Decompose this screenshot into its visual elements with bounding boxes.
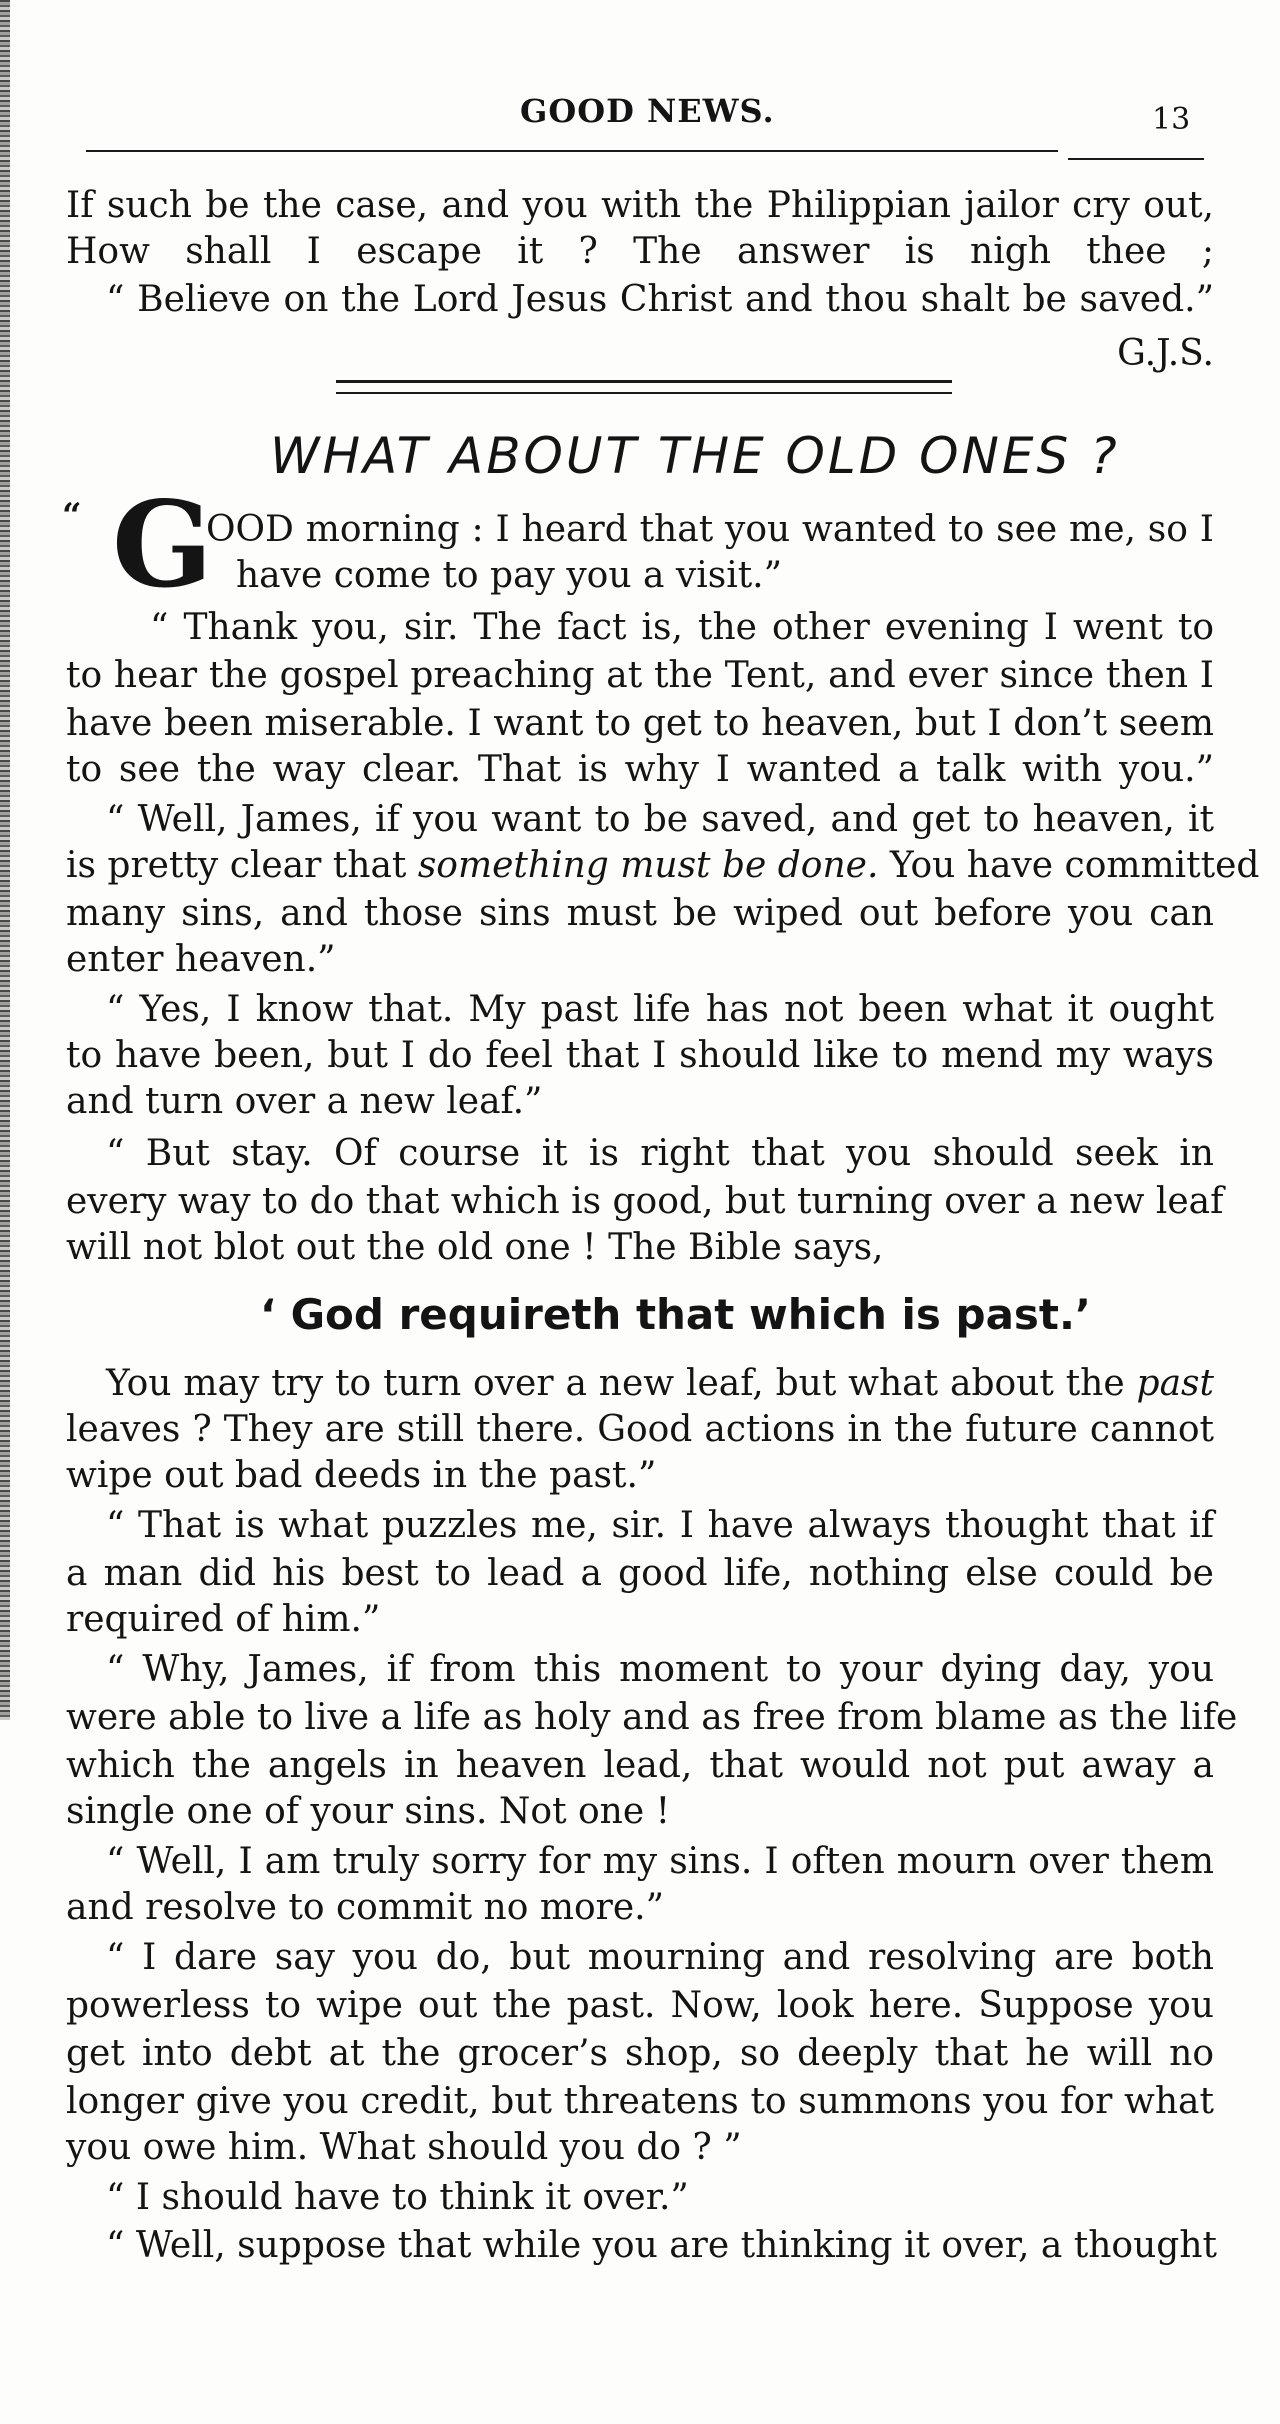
text-line: “ Well, suppose that while you are thinking it over, a thought	[106, 2225, 1217, 2266]
running-head	[0, 92, 1280, 137]
text-line: wipe out bad deeds in the past.”	[66, 1455, 657, 1496]
text-line: “ Well, I am truly sorry for my sins. I often mourn over them	[106, 1841, 1214, 1882]
text-line: “ Yes, I know that. My past life has not been what it ought	[106, 989, 1214, 1030]
text-line: OOD morning : I heard that you wanted to see me, so I	[206, 509, 1214, 550]
text-line: enter heaven.”	[66, 939, 336, 980]
text-line: have come to pay you a visit.”	[236, 555, 783, 596]
text-line: How shall I escape it ? The answer is nigh thee ;	[66, 231, 1214, 272]
page-number-rule	[1068, 158, 1204, 160]
text-line: have been miserable. I want to get to heaven, but I don’t seem	[66, 703, 1214, 744]
text-line	[106, 1360, 1214, 1408]
text-segment: You have committed	[878, 845, 1260, 886]
signature: G.J.S.	[1117, 333, 1214, 374]
text-line: “ Believe on the Lord Jesus Christ and thou shalt be saved.”	[106, 279, 1214, 320]
text-line: a man did his best to lead a good life, nothing else could be	[66, 1553, 1214, 1594]
text-line: leaves ? They are still there. Good actions in the future cannot	[66, 1409, 1214, 1450]
text-line	[66, 842, 1260, 890]
text-line: If such be the case, and you with the Philippian jailor cry out,	[66, 185, 1214, 226]
dropcap-letter: G	[112, 475, 213, 614]
text-line: to hear the gospel preaching at the Tent, and ever since then I	[66, 655, 1214, 696]
text-line: “ But stay. Of course it is right that you should seek in	[106, 1133, 1214, 1174]
text-line: “ Well, James, if you want to be saved, and get to heaven, it	[106, 799, 1214, 840]
scripture-quote: ‘ God requireth that which is past.’	[260, 1290, 1091, 1339]
section-divider-rule	[336, 392, 952, 394]
text-line: you owe him. What should you do ? ”	[66, 2127, 742, 2168]
binding-edge	[0, 0, 10, 1720]
text-line: which the angels in heaven lead, that would not put away a	[66, 1745, 1214, 1786]
text-line: to see the way clear. That is why I wanted a talk with you.”	[66, 749, 1214, 790]
text-line: to have been, but I do feel that I should like to mend my ways	[66, 1035, 1214, 1076]
header-rule	[86, 150, 1058, 152]
text-segment: is pretty clear that	[66, 845, 418, 886]
text-line: “ Thank you, sir. The fact is, the other evening I went to	[150, 607, 1214, 648]
text-line: “ I dare say you do, but mourning and resolving are both	[106, 1937, 1214, 1978]
text-line: get into debt at the grocer’s shop, so deeply that he will no	[66, 2033, 1214, 2074]
dropcap-quote-mark: “	[62, 496, 82, 536]
text-line: longer give you credit, but threatens to summons you for what	[66, 2081, 1214, 2122]
section-divider-rule	[336, 380, 952, 383]
text-line: every way to do that which is good, but turning over a new leaf	[66, 1181, 1224, 1222]
text-line: “ That is what puzzles me, sir. I have always thought that if	[106, 1505, 1214, 1546]
emphasis-text: past	[1136, 1363, 1214, 1404]
text-segment: You may try to turn over a new leaf, but what about the	[106, 1363, 1137, 1404]
text-line: “ I should have to think it over.”	[106, 2177, 689, 2218]
emphasis-text: something must be done.	[417, 845, 879, 886]
header-title: GOOD NEWS.	[520, 92, 775, 130]
text-line: will not blot out the old one ! The Bible says,	[66, 1227, 884, 1268]
text-line: were able to live a life as holy and as free from blame as the life	[66, 1697, 1238, 1738]
page-number: 13	[1152, 102, 1191, 137]
text-line: and resolve to commit no more.”	[66, 1887, 664, 1928]
article-title: WHAT ABOUT THE OLD ONES ?	[270, 427, 1120, 485]
text-line: single one of your sins. Not one !	[66, 1791, 671, 1832]
text-line: “ Why, James, if from this moment to your dying day, you	[106, 1649, 1214, 1690]
text-line: and turn over a new leaf.”	[66, 1081, 543, 1122]
text-line: powerless to wipe out the past. Now, look here. Suppose you	[66, 1985, 1214, 2026]
text-line: required of him.”	[66, 1599, 381, 1640]
text-line: many sins, and those sins must be wiped out before you can	[66, 893, 1214, 934]
